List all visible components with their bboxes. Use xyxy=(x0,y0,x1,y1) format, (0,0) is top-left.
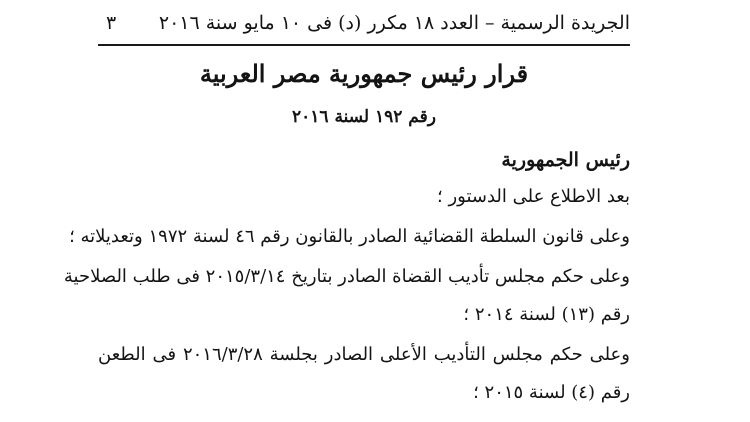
preamble-line-4: رقم (١٣) لسنة ٢٠١٤ ؛ xyxy=(463,304,630,325)
page-number: ٣ xyxy=(106,12,117,34)
preamble-line-6: رقم (٤) لسنة ٢٠١٥ ؛ xyxy=(473,382,630,403)
header-divider xyxy=(98,44,630,46)
preamble-line-3: وعلى حكم مجلس تأديب القضاة الصادر بتاريخ ٢٠١٥/٣/١٤ فى طلب الصلاحية xyxy=(63,266,630,287)
decree-number: رقم ١٩٢ لسنة ٢٠١٦ xyxy=(292,107,436,127)
page-header xyxy=(98,8,630,38)
decree-title: قرار رئيس جمهورية مصر العربية xyxy=(199,59,529,88)
issuer-heading: رئيس الجمهورية xyxy=(501,149,630,171)
preamble-line-1: بعد الاطلاع على الدستور ؛ xyxy=(437,186,630,207)
preamble-line-5: وعلى حكم مجلس التأديب الأعلى الصادر بجلسة ٢٠١٦/٣/٢٨ فى الطعن xyxy=(98,344,630,365)
preamble-line-2: وعلى قانون السلطة القضائية الصادر بالقانون رقم ٤٦ لسنة ١٩٧٢ وتعديلاته ؛ xyxy=(69,226,630,247)
header-title: الجريدة الرسمية – العدد ١٨ مكرر (د) فى ١٠ مايو سنة ٢٠١٦ xyxy=(158,12,630,34)
